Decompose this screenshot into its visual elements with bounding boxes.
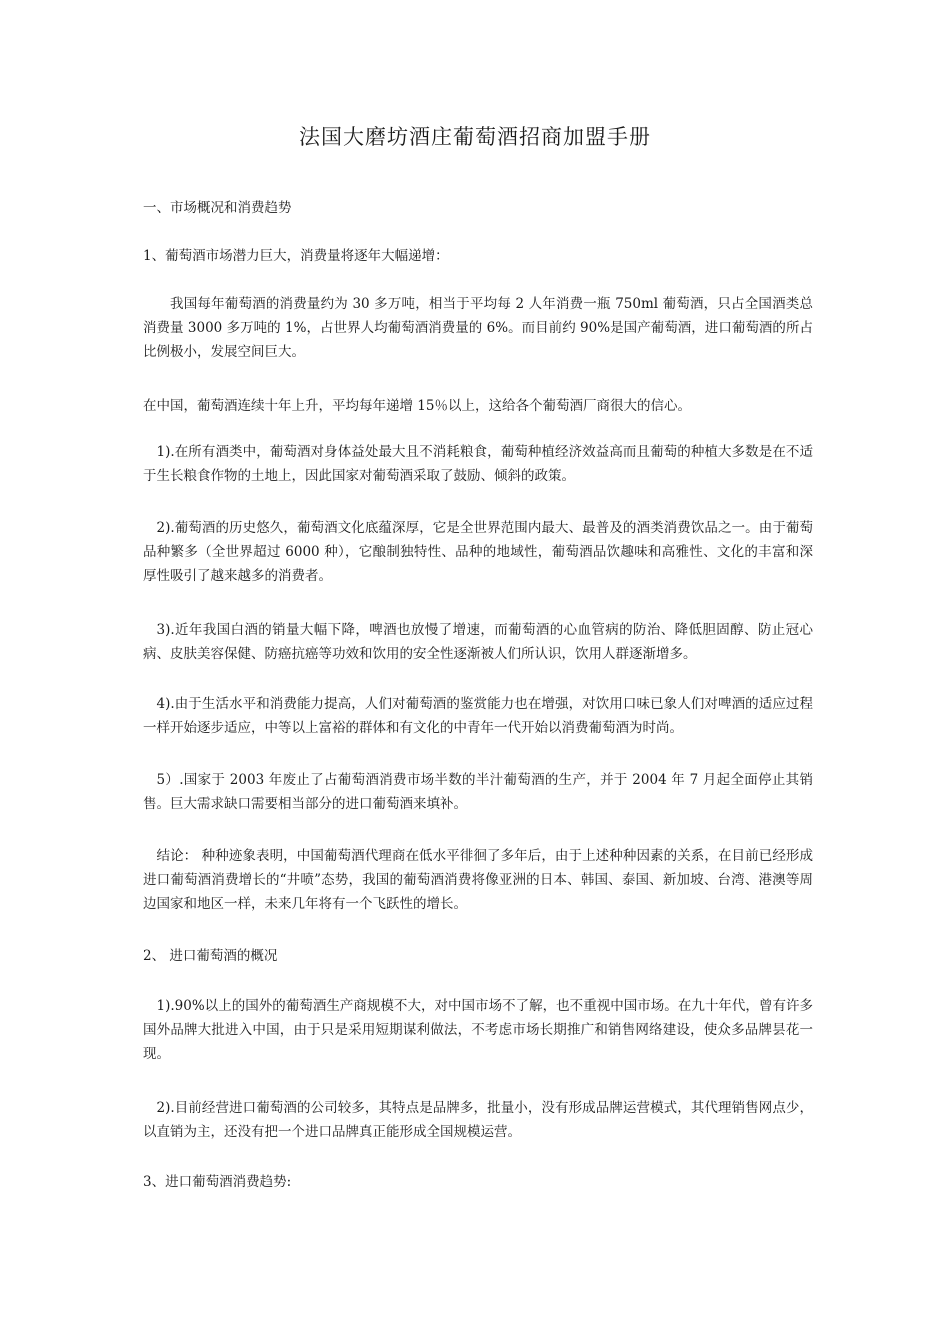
subsection-heading-potential: 1、葡萄酒市场潜力巨大，消费量将逐年大幅递增：	[143, 248, 449, 264]
subsection-heading-import-overview: 2、 进口葡萄酒的概况	[143, 948, 278, 964]
paragraph-consumption: 我国每年葡萄酒的消费量约为 30 多万吨，相当于平均每 2 人年消费一瓶 750ml 葡萄酒，只占全国酒类总消费量 3000 多万吨的 1%，占世界人均葡萄酒消费量的 6%。而目前约 90%是国产葡萄酒，进口葡萄酒的所占比例极小，发展空间巨大。	[143, 296, 813, 360]
section-heading-market: 一、市场概况和消费趋势	[143, 200, 292, 216]
paragraph-point-2: 2).葡萄酒的历史悠久，葡萄酒文化底蕴深厚，它是全世界范围内最大、最普及的酒类消费饮品之一。由于葡萄品种繁多（全世界超过 6000 种），它酿制独特性、品种的地域性，葡萄酒品饮趣味和高雅性、文化的丰富和深厚性吸引了越来越多的消费者。	[143, 520, 813, 584]
paragraph-growth: 在中国，葡萄酒连续十年上升，平均每年递增 15％以上，这给各个葡萄酒厂商很大的信心。	[143, 398, 691, 414]
paragraph-conclusion: 结论： 种种迹象表明，中国葡萄酒代理商在低水平徘徊了多年后，由于上述种种因素的关系，在目前已经形成进口葡萄酒消费增长的“井喷”态势，我国的葡萄酒消费将像亚洲的日本、韩国、泰国、新加坡、台湾、港澳等周边国家和地区一样，未来几年将有一个飞跃性的增长。	[143, 848, 813, 912]
document-title: 法国大磨坊酒庄葡萄酒招商加盟手册	[299, 125, 651, 149]
subsection-heading-import-trend: 3、进口葡萄酒消费趋势:	[143, 1174, 292, 1190]
paragraph-point-4: 4).由于生活水平和消费能力提高，人们对葡萄酒的鉴赏能力也在增强，对饮用口味已象人们对啤酒的适应过程一样开始逐步适应，中等以上富裕的群体和有文化的中青年一代开始以消费葡萄酒为时尚。	[143, 696, 813, 736]
paragraph-point-3: 3).近年我国白酒的销量大幅下降，啤酒也放慢了增速，而葡萄酒的心血管病的防治、降低胆固醇、防止冠心病、皮肤美容保健、防癌抗癌等功效和饮用的安全性逐渐被人们所认识，饮用人群逐渐增多。	[143, 622, 813, 662]
paragraph-import-2: 2).目前经营进口葡萄酒的公司较多，其特点是品牌多，批量小，没有形成品牌运营模式，其代理销售网点少，以直销为主，还没有把一个进口品牌真正能形成全国规模运营。	[143, 1100, 813, 1140]
paragraph-point-1: 1).在所有酒类中，葡萄酒对身体益处最大且不消耗粮食，葡萄种植经济效益高而且葡萄的种植大多数是在不适于生长粮食作物的土地上，因此国家对葡萄酒采取了鼓励、倾斜的政策。	[143, 444, 813, 484]
paragraph-point-5: 5）.国家于 2003 年废止了占葡萄酒消费市场半数的半汁葡萄酒的生产，并于 2004 年 7 月起全面停止其销售。巨大需求缺口需要相当部分的进口葡萄酒来填补。	[143, 772, 813, 812]
paragraph-import-1: 1).90%以上的国外的葡萄酒生产商规模不大，对中国市场不了解，也不重视中国市场。在九十年代，曾有许多国外品牌大批进入中国，由于只是采用短期谋利做法，不考虑市场长期推广和销售网络建设，使众多品牌昙花一现。	[143, 998, 813, 1062]
